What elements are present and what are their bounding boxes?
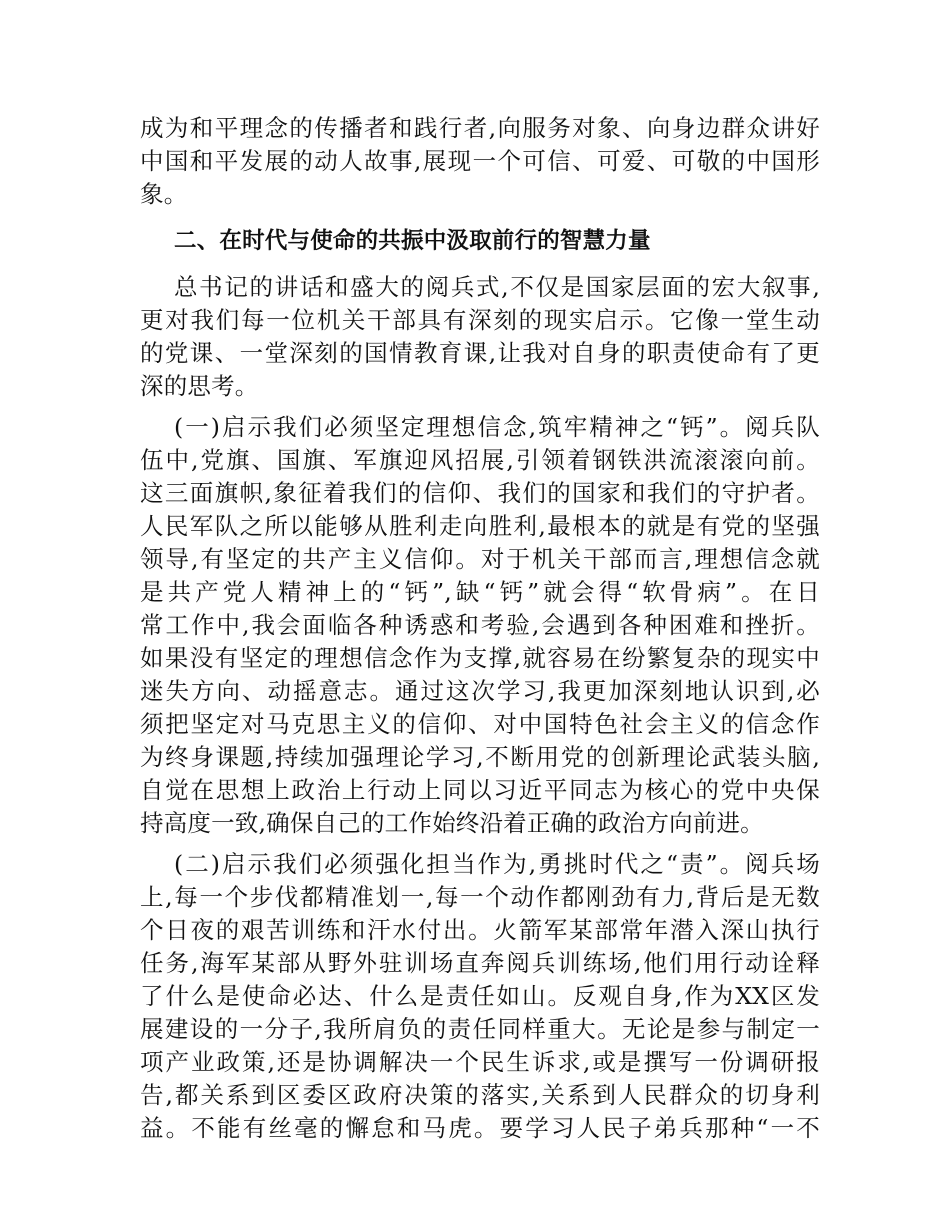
text-line: 持高度一致,确保自己的工作始终沿着正确的政治方向前进。 xyxy=(140,809,764,837)
text-line: 领导,有坚定的共产主义信仰。对于机关干部而言,理想信念就 xyxy=(140,545,820,573)
text-line: 伍中,党旗、国旗、军旗迎风招展,引领着钢铁洪流滚滚向前。 xyxy=(140,446,820,474)
text-line: 为终身课题,持续加强理论学习,不断用党的创新理论武装头脑, xyxy=(140,743,820,771)
text-line: 任务,海军某部从野外驻训场直奔阅兵训练场,他们用行动诠释 xyxy=(140,949,820,977)
text-line: 常工作中,我会面临各种诱惑和考验,会遇到各种困难和挫折。 xyxy=(140,611,820,639)
text-line: (二)启示我们必须强化担当作为,勇挑时代之“责”。阅兵场 xyxy=(174,850,820,878)
text-line: 上,每一个步伐都精准划一,每一个动作都刚劲有力,背后是无数 xyxy=(140,883,820,911)
text-line: 迷失方向、动摇意志。通过这次学习,我更加深刻地认识到,必 xyxy=(140,677,820,705)
text-line: 深的思考。 xyxy=(140,372,259,400)
text-line: 象。 xyxy=(140,180,188,208)
text-line: 益。不能有丝毫的懈怠和马虎。要学习人民子弟兵那种“一不 xyxy=(140,1114,820,1142)
text-line: 总书记的讲话和盛大的阅兵式,不仅是国家层面的宏大叙事, xyxy=(174,273,820,301)
text-line: 的党课、一堂深刻的国情教育课,让我对自身的职责使命有了更 xyxy=(140,339,820,367)
text-line: 这三面旗帜,象征着我们的信仰、我们的国家和我们的守护者。 xyxy=(140,479,820,507)
text-line: 了什么是使命必达、什么是责任如山。反观自身,作为XX区发 xyxy=(140,982,820,1010)
text-line: 展建设的一分子,我所肩负的责任同样重大。无论是参与制定一 xyxy=(140,1015,820,1043)
text-line: 告,都关系到区委区政府决策的落实,关系到人民群众的切身利 xyxy=(140,1081,820,1109)
text-line: 是共产党人精神上的“钙”,缺“钙”就会得“软骨病”。在日 xyxy=(140,578,820,606)
text-line: 须把坚定对马克思主义的信仰、对中国特色社会主义的信念作 xyxy=(140,710,820,738)
text-line: 如果没有坚定的理想信念作为支撑,就容易在纷繁复杂的现实中 xyxy=(140,644,820,672)
text-line: 更对我们每一位机关干部具有深刻的现实启示。它像一堂生动 xyxy=(140,306,820,334)
text-line: 中国和平发展的动人故事,展现一个可信、可爱、可敬的中国形 xyxy=(140,147,820,175)
text-line: 项产业政策,还是协调解决一个民生诉求,或是撰写一份调研报 xyxy=(140,1048,820,1076)
text-line: (一)启示我们必须坚定理想信念,筑牢精神之“钙”。阅兵队 xyxy=(174,413,820,441)
section-heading: 二、在时代与使命的共振中汲取前行的智慧力量 xyxy=(174,228,651,254)
text-line: 成为和平理念的传播者和践行者,向服务对象、向身边群众讲好 xyxy=(140,114,820,142)
text-line: 自觉在思想上政治上行动上同以习近平同志为核心的党中央保 xyxy=(140,776,820,804)
text-line: 个日夜的艰苦训练和汗水付出。火箭军某部常年潜入深山执行 xyxy=(140,916,820,944)
text-line: 人民军队之所以能够从胜利走向胜利,最根本的就是有党的坚强 xyxy=(140,512,820,540)
